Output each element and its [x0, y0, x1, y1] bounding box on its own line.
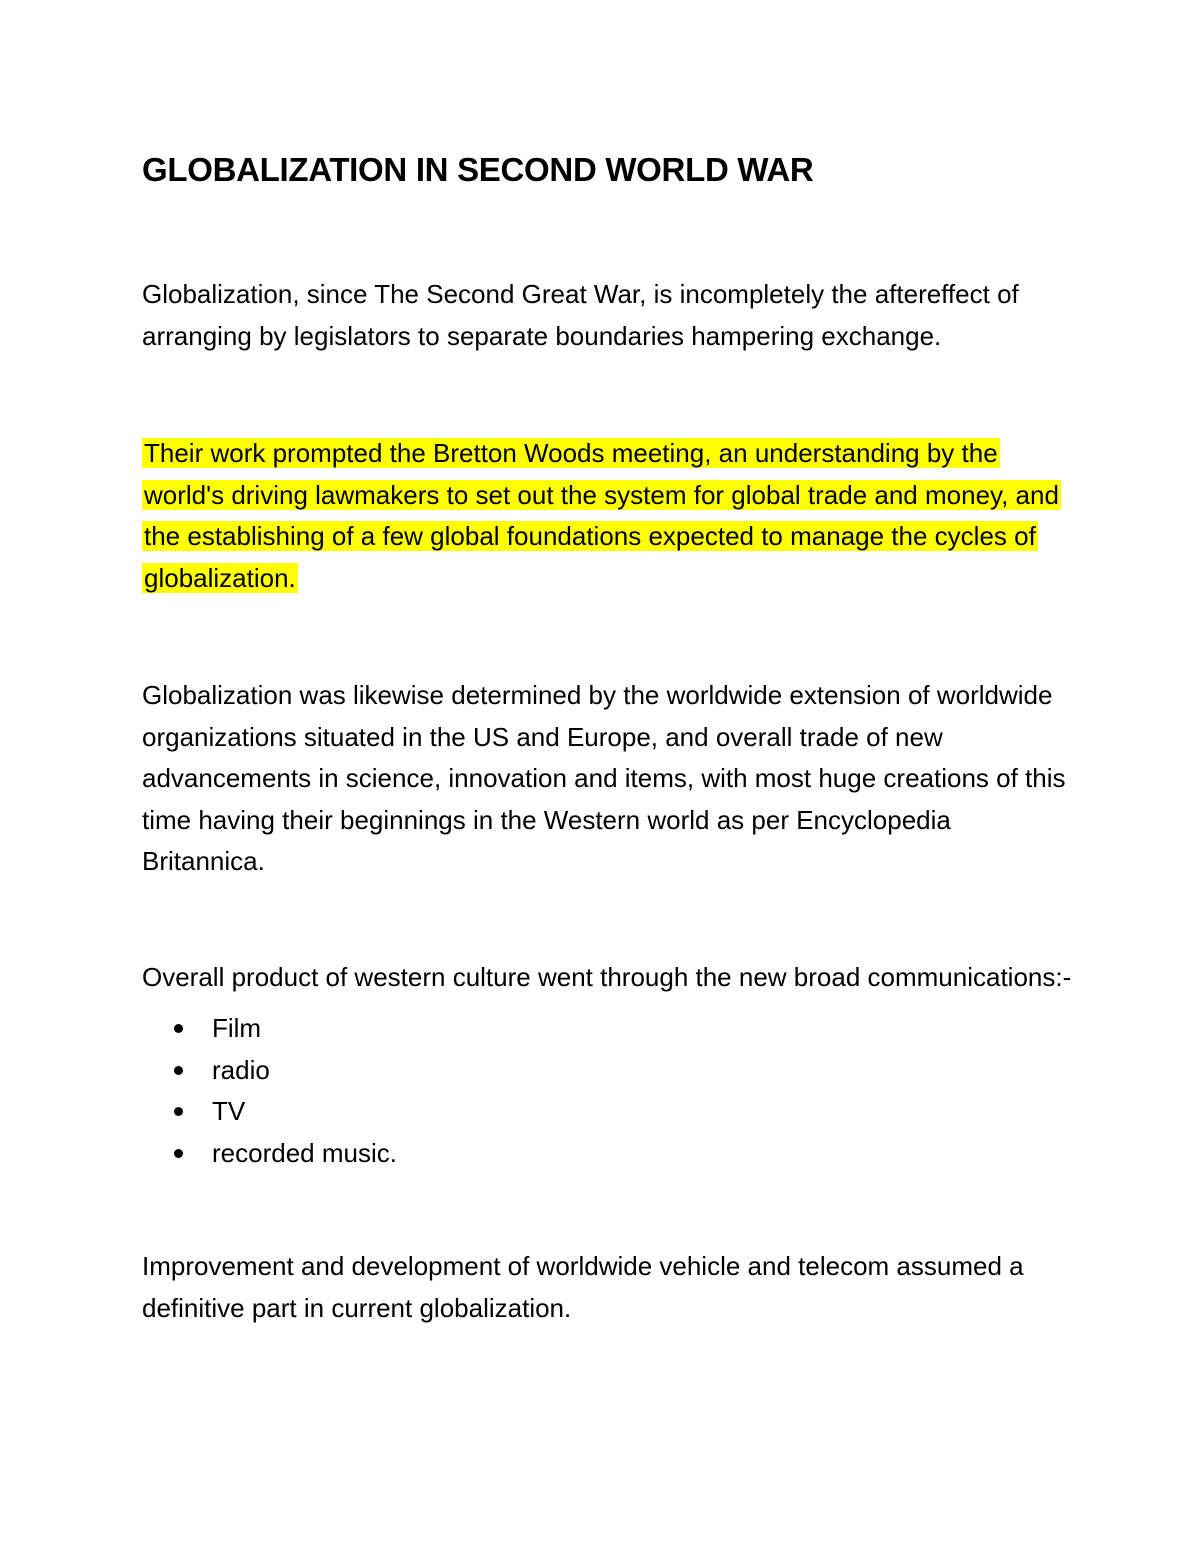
paragraph-conclusion: Improvement and development of worldwide vehicle and telecom assumed a definitive part in current globalization.	[142, 1251, 1024, 1323]
list-item-text: TV	[212, 1096, 246, 1126]
list-item-text: recorded music.	[212, 1137, 397, 1168]
bullet-icon	[174, 1149, 183, 1158]
list-item-text: Film	[212, 1013, 262, 1043]
paragraph-intro: Globalization, since The Second Great War, is incompletely the aftereffect of arranging by legislators to separate boundaries hampering exchange.	[142, 279, 1019, 351]
bullet-icon	[174, 1107, 183, 1116]
list-item-text: radio	[212, 1054, 270, 1085]
bullet-icon	[174, 1066, 183, 1075]
paragraph-worldwide-extension: Globalization was likewise determined by the worldwide extension of worldwide organizations situated in the US and Europe, and overall trade of new advancements in science, innovation and items, with most huge creations of this time having their beginnings in the Western world as per Encyclopedia Britannica.	[142, 680, 1066, 876]
document-title: GLOBALIZATION IN SECOND WORLD WAR	[142, 151, 814, 188]
bullet-list	[142, 1008, 1072, 1174]
paragraph-bretton-woods	[142, 433, 1072, 599]
list-item	[142, 1008, 1072, 1050]
list-item	[142, 1050, 1072, 1092]
list-item	[142, 1091, 1072, 1133]
document-body	[142, 142, 1072, 1329]
paragraph-western-culture: Overall product of western culture went through the new broad communications:-	[142, 961, 1072, 992]
bullet-icon	[174, 1024, 183, 1033]
highlighted-text: Their work prompted the Bretton Woods meeting, an understanding by the world's driving lawmakers to set out the system for global trade and money, and the establishing of a few global foundations expected to manage the cycles of globalization.	[144, 438, 1059, 593]
list-item	[142, 1133, 1072, 1175]
